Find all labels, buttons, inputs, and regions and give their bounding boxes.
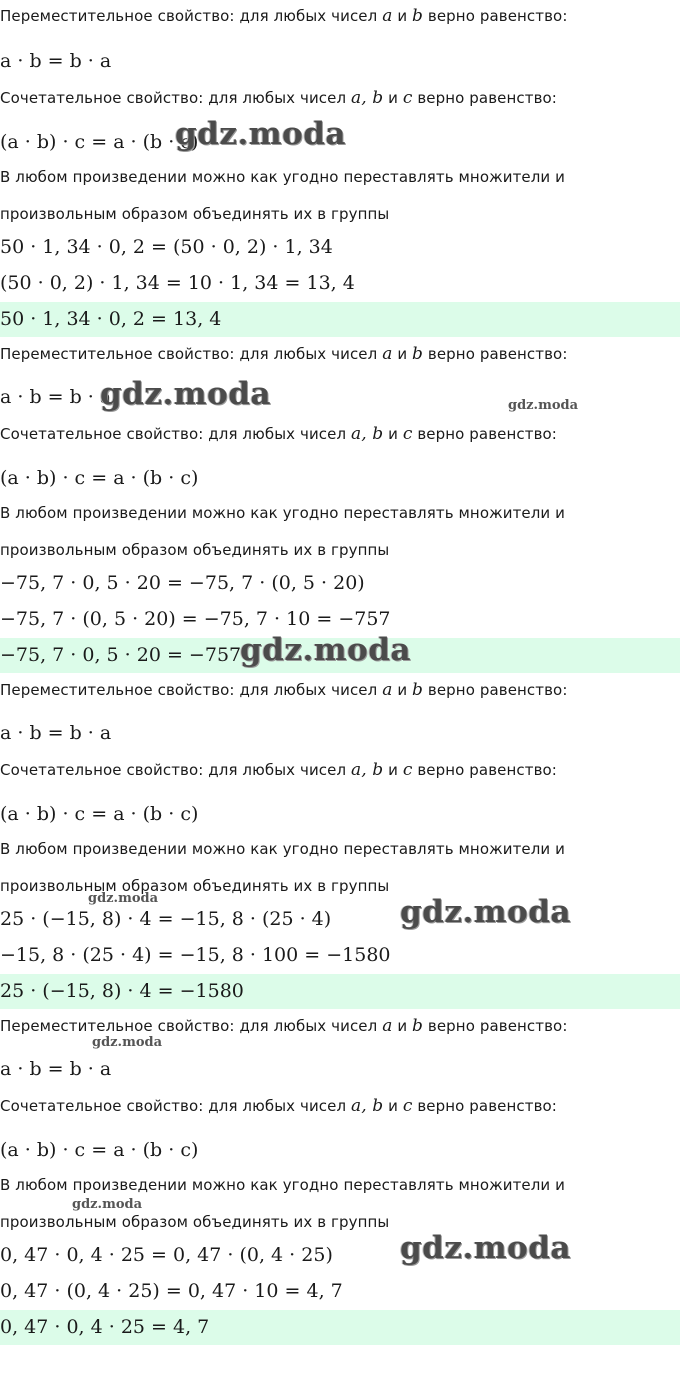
statement-text: Сочетательное свойство: для любых чисел xyxy=(0,1097,352,1115)
variable-b: b xyxy=(412,680,424,700)
statement-tail: верно равенство: xyxy=(423,1017,568,1035)
variable-c: c xyxy=(402,1096,413,1116)
variable-c: c xyxy=(402,760,413,780)
variable-b: b xyxy=(412,1016,424,1036)
watermark-small: gdz.moda xyxy=(88,891,159,906)
calculation-step-1: 25 · (−15, 8) · 4 = −15, 8 · (25 · 4) xyxy=(0,908,332,930)
conjunction: и xyxy=(392,1017,413,1035)
statement-tail: верно равенство: xyxy=(423,681,568,699)
associative-property-text xyxy=(0,760,680,780)
statement-tail: верно равенство: xyxy=(423,345,568,363)
associative-property-text xyxy=(0,1096,680,1116)
conjunction: и xyxy=(392,681,413,699)
rule-line-1: В любом произведении можно как угодно переставлять множители и xyxy=(0,840,565,858)
statement-tail: верно равенство: xyxy=(423,7,568,25)
commutative-formula: a · b = b · a xyxy=(0,50,112,72)
variable-a: a xyxy=(382,680,393,700)
statement-tail: верно равенство: xyxy=(412,425,557,443)
answer-line: −75, 7 · 0, 5 · 20 = −757 xyxy=(0,638,680,673)
rule-line-1: В любом произведении можно как угодно переставлять множители и xyxy=(0,1176,565,1194)
rule-line-1: В любом произведении можно как угодно переставлять множители и xyxy=(0,504,565,522)
commutative-formula: a · b = b · a xyxy=(0,386,112,408)
watermark-logo: gdz.moda xyxy=(240,632,411,668)
variables-a-b: a, b xyxy=(351,424,384,444)
associative-formula: (a · b) · c = a · (b · c) xyxy=(0,803,199,825)
rule-line-2: произвольным образом объединять их в группы xyxy=(0,205,390,223)
statement-text: Переместительное свойство: для любых чисел xyxy=(0,345,383,363)
calculation-step-2: −15, 8 · (25 · 4) = −15, 8 · 100 = −1580 xyxy=(0,944,391,966)
variable-a: a xyxy=(382,1016,393,1036)
calculation-step-2: (50 · 0, 2) · 1, 34 = 10 · 1, 34 = 13, 4 xyxy=(0,272,355,294)
conjunction: и xyxy=(383,1097,403,1115)
conjunction: и xyxy=(383,425,403,443)
calculation-step-2: 0, 47 · (0, 4 · 25) = 0, 47 · 10 = 4, 7 xyxy=(0,1280,343,1302)
calculation-step-2: −75, 7 · (0, 5 · 20) = −75, 7 · 10 = −757 xyxy=(0,608,391,630)
watermark-small: gdz.moda xyxy=(92,1035,163,1050)
commutative-property-text xyxy=(0,680,680,700)
rule-line-1: В любом произведении можно как угодно переставлять множители и xyxy=(0,168,565,186)
statement-text: Сочетательное свойство: для любых чисел xyxy=(0,425,352,443)
rule-line-2: произвольным образом объединять их в группы xyxy=(0,877,390,895)
statement-tail: верно равенство: xyxy=(412,1097,557,1115)
variable-b: b xyxy=(412,344,424,364)
statement-text: Переместительное свойство: для любых чисел xyxy=(0,1017,383,1035)
watermark-small: gdz.moda xyxy=(72,1197,143,1212)
answer-line: 25 · (−15, 8) · 4 = −1580 xyxy=(0,974,680,1009)
statement-text: Сочетательное свойство: для любых чисел xyxy=(0,761,352,779)
calculation-step-1: −75, 7 · 0, 5 · 20 = −75, 7 · (0, 5 · 20) xyxy=(0,572,365,594)
watermark-logo: gdz.moda xyxy=(400,1230,571,1266)
watermark-logo: gdz.moda xyxy=(400,894,571,930)
watermark-logo: gdz.moda xyxy=(175,116,346,152)
associative-formula: (a · b) · c = a · (b · c) xyxy=(0,467,199,489)
variables-a-b: a, b xyxy=(351,88,384,108)
watermark-small: gdz.moda xyxy=(508,398,579,413)
statement-text: Сочетательное свойство: для любых чисел xyxy=(0,89,352,107)
associative-property-text xyxy=(0,424,680,444)
statement-text: Переместительное свойство: для любых чисел xyxy=(0,681,383,699)
conjunction: и xyxy=(392,345,413,363)
conjunction: и xyxy=(383,761,403,779)
variable-c: c xyxy=(402,88,413,108)
associative-formula: (a · b) · c = a · (b · c) xyxy=(0,131,199,153)
associative-property-text xyxy=(0,88,680,108)
calculation-step-1: 0, 47 · 0, 4 · 25 = 0, 47 · (0, 4 · 25) xyxy=(0,1244,333,1266)
commutative-property-text xyxy=(0,1016,680,1036)
commutative-formula: a · b = b · a xyxy=(0,1058,112,1080)
rule-line-2: произвольным образом объединять их в группы xyxy=(0,1213,390,1231)
variable-b: b xyxy=(412,6,424,26)
calculation-step-1: 50 · 1, 34 · 0, 2 = (50 · 0, 2) · 1, 34 xyxy=(0,236,333,258)
watermark-logo: gdz.moda xyxy=(100,376,271,412)
variable-a: a xyxy=(382,6,393,26)
variable-c: c xyxy=(402,424,413,444)
answer-line: 0, 47 · 0, 4 · 25 = 4, 7 xyxy=(0,1310,680,1345)
commutative-property-text xyxy=(0,6,680,26)
commutative-property-text xyxy=(0,344,680,364)
conjunction: и xyxy=(392,7,413,25)
statement-tail: верно равенство: xyxy=(412,89,557,107)
conjunction: и xyxy=(383,89,403,107)
variables-a-b: a, b xyxy=(351,760,384,780)
statement-tail: верно равенство: xyxy=(412,761,557,779)
variable-a: a xyxy=(382,344,393,364)
associative-formula: (a · b) · c = a · (b · c) xyxy=(0,1139,199,1161)
rule-line-2: произвольным образом объединять их в группы xyxy=(0,541,390,559)
variables-a-b: a, b xyxy=(351,1096,384,1116)
commutative-formula: a · b = b · a xyxy=(0,722,112,744)
answer-line: 50 · 1, 34 · 0, 2 = 13, 4 xyxy=(0,302,680,337)
statement-text: Переместительное свойство: для любых чисел xyxy=(0,7,383,25)
